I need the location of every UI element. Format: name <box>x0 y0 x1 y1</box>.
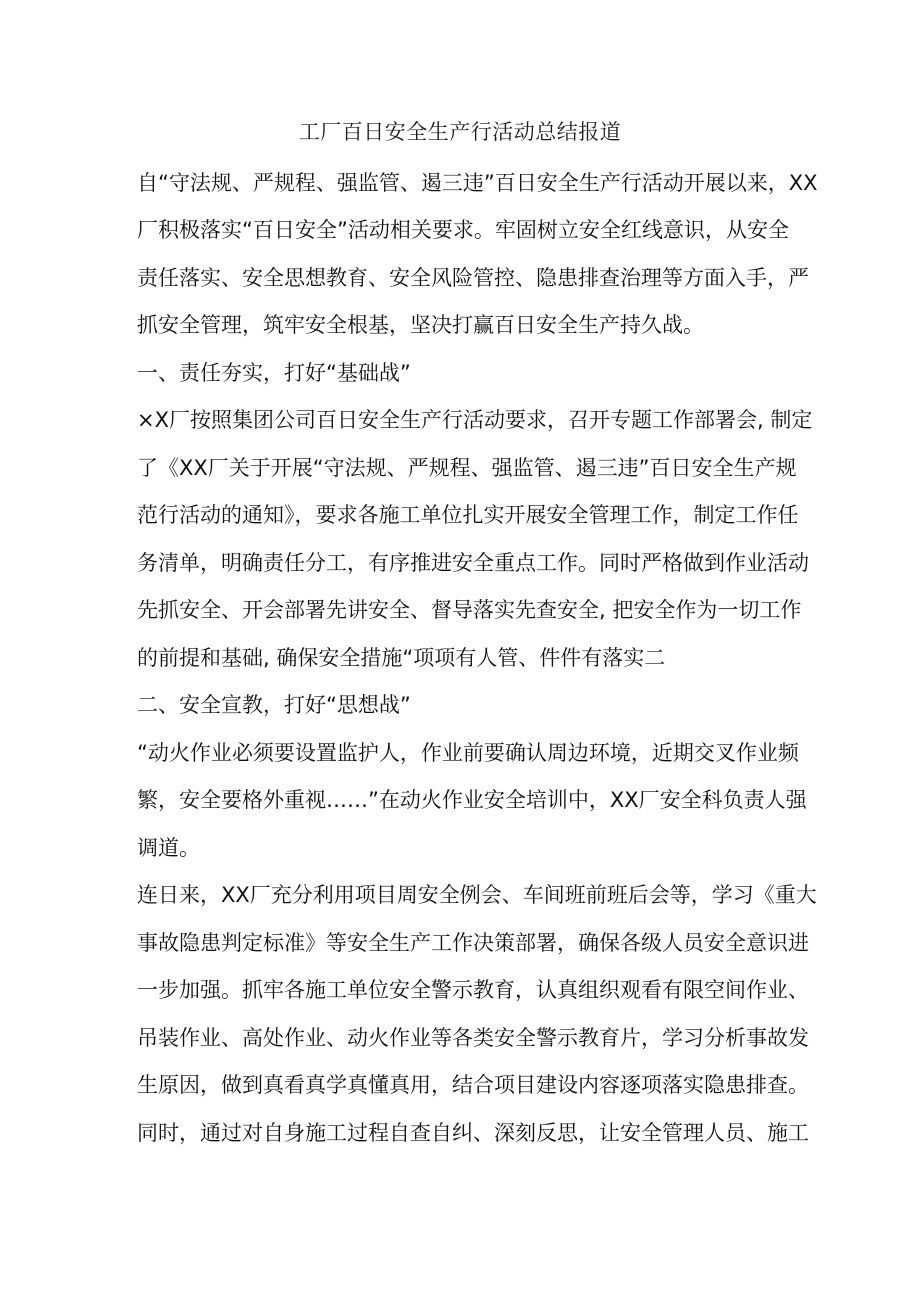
paragraph-line: 了《XX厂关于开展“守法规、严规程、强监管、遏三违”百日安全生产规 <box>137 456 797 480</box>
paragraph-line: 连日来，XX厂充分利用项目周安全例会、车间班前班后会等，学习《重大 <box>137 883 817 907</box>
paragraph-line: 先抓安全、开会部署先讲安全、督导落实先查安全, 把安全作为一切工作 <box>137 598 802 622</box>
section-heading: 一、责任夯实，打好“基础战” <box>137 361 411 385</box>
paragraph-line: 厂积极落实“百日安全”活动相关要求。牢固树立安全红线意识，从安全 <box>137 218 789 242</box>
paragraph-line: “动火作业必须要设置监护人，作业前要确认周边环境，近期交叉作业频 <box>137 741 799 765</box>
section-heading: 二、安全宣教，打好“思想战” <box>137 693 411 717</box>
paragraph-line: 抓安全管理，筑牢安全根基，坚决打赢百日安全生产持久战。 <box>137 313 704 337</box>
paragraph-line: 责任落实、安全思想教育、安全风险管控、隐患排查治理等方面入手，严 <box>137 266 809 290</box>
paragraph-line: 自“守法规、严规程、强监管、遏三违”百日安全生产行活动开展以来，XX <box>137 171 818 195</box>
paragraph-line: 繁，安全要格外重视……”在动火作业安全培训中，XX厂安全科负责人强 <box>137 788 807 812</box>
paragraph-line: 范行活动的通知》，要求各施工单位扎实开展安全管理工作，制定工作任 <box>137 503 799 527</box>
paragraph-line: 同时，通过对自身施工过程自查自纠、深刻反思，让安全管理人员、施工 <box>137 1121 809 1145</box>
paragraph-line: 的前提和基础, 确保安全措施“项项有人管、件件有落实二 <box>137 646 666 670</box>
paragraph-line: 务清单，明确责任分工，有序推进安全重点工作。同时严格做到作业活动 <box>137 551 809 575</box>
paragraph-line: 一步加强。抓牢各施工单位安全警示教育，认真组织观看有限空间作业、 <box>137 978 809 1002</box>
paragraph-line: 生原因，做到真看真学真懂真用，结合项目建设内容逐项落实隐患排查。 <box>137 1073 809 1097</box>
paragraph-line: 调道。 <box>137 836 200 860</box>
document-title: 工厂百日安全生产行活动总结报道 <box>298 120 622 144</box>
paragraph-line: 吊装作业、高处作业、动火作业等各类安全警示教育片，学习分析事故发 <box>137 1026 809 1050</box>
paragraph-line: 事故隐患判定标准》等安全生产工作决策部署，确保各级人员安全意识进 <box>137 931 809 955</box>
paragraph-line: ×X厂按照集团公司百日安全生产行活动要求，召开专题工作部署会, 制定 <box>137 408 813 432</box>
